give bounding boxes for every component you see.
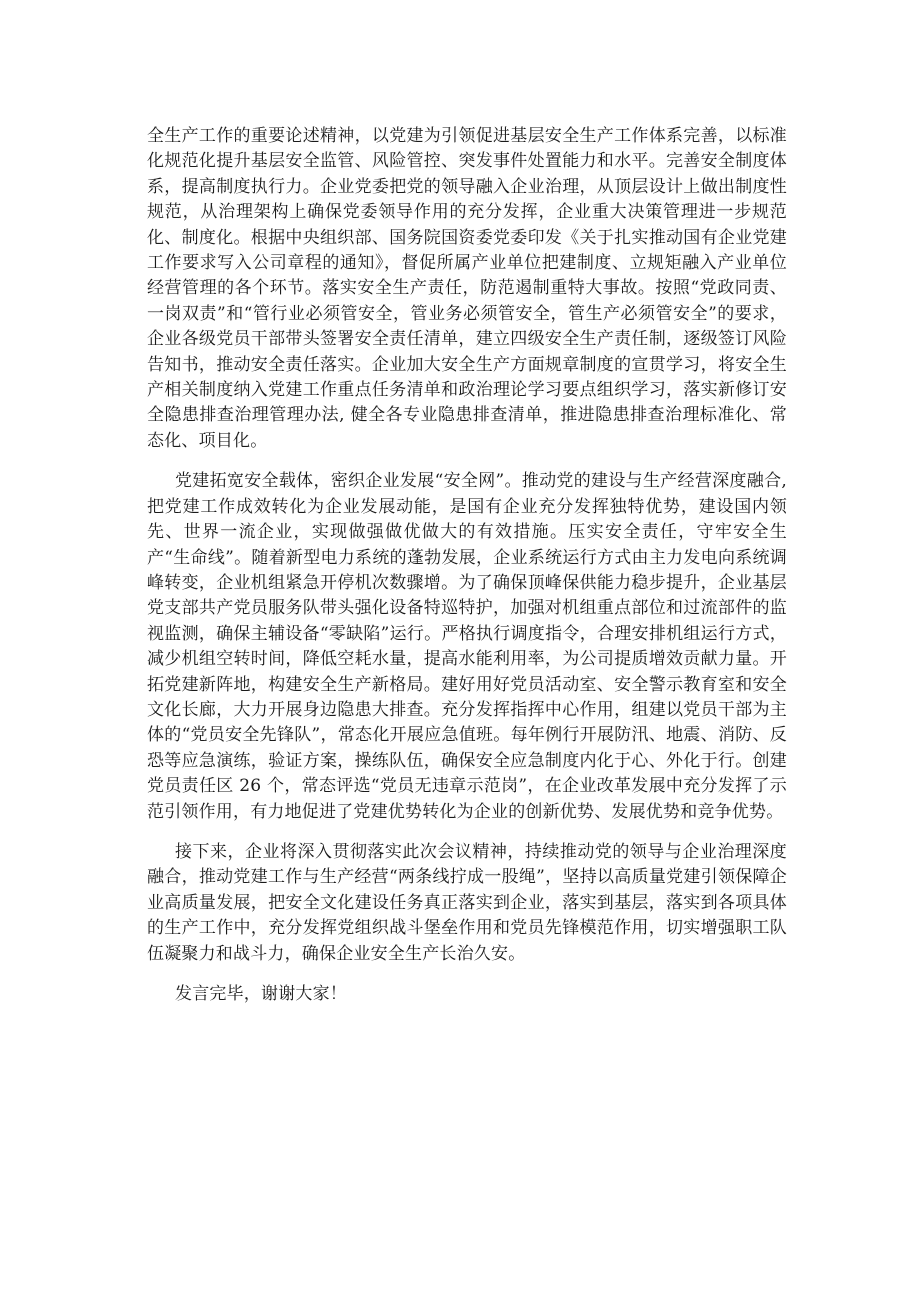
document-body bbox=[147, 124, 787, 1022]
paragraph-closing: 发言完毕，谢谢大家！ bbox=[175, 984, 347, 1004]
paragraph-next-steps: 接下来，企业将深入贯彻落实此次会议精神，持续推动党的领导与企业治理深度融合，推动党建工作与生产经营“两条线拧成一股绳”，坚持以高质量党建引领保障企业高质量发展，把安全文化建设任务真正落实到企业，落实到基层，落实到各项具体的生产工作中，充分发挥党组织战斗堡垒作用和党员先锋模范作用，切实增强职工队伍凝聚力和战斗力，确保企业安全生产长治久安。 bbox=[147, 841, 787, 964]
paragraph-safety-system: 全生产工作的重要论述精神，以党建为引领促进基层安全生产工作体系完善，以标准化规范化提升基层安全监管、风险管控、突发事件处置能力和水平。完善安全制度体系，提高制度执行力。企业党委把党的领导融入企业治理，从顶层设计上做出制度性规范，从治理架构上确保党委领导作用的充分发挥，企业重大决策管理进一步规范化、制度化。根据中央组织部、国务院国资委党委印发《关于扎实推动国有企业党建工作要求写入公司章程的通知》，督促所属产业单位把建制度、立规矩融入产业单位经营管理的各个环节。落实安全生产责任，防范遏制重特大事故。按照“党政同责、一岗双责”和“管行业必须管安全，管业务必须管安全，管生产必须管安全”的要求，企业各级党员干部带头签署安全责任清单，建立四级安全生产责任制，逐级签订风险告知书，推动安全责任落实。企业加大安全生产方面规章制度的宣贯学习，将安全生产相关制度纳入党建工作重点任务清单和政治理论学习要点组织学习，落实新修订安全隐患排查治理管理办法, 健全各专业隐患排查清单，推进隐患排查治理标准化、常态化、项目化。 bbox=[147, 126, 787, 451]
paragraph-safety-carrier: 党建拓宽安全载体，密织企业发展“安全网”。推动党的建设与生产经营深度融合,把党建工作成效转化为企业发展动能，是国有企业充分发挥独特优势，建设国内领先、世界一流企业，实现做强做优做大的有效措施。压实安全责任，守牢安全生产“生命线”。随着新型电力系统的蓬勃发展，企业系统运行方式由主力发电向系统调峰转变，企业机组紧急开停机次数骤增。为了确保顶峰保供能力稳步提升，企业基层党支部共产党员服务队带头强化设备特巡特护，加强对机组重点部位和过流部件的监视监测，确保主辅设备“零缺陷”运行。严格执行调度指令，合理安排机组运行方式，减少机组空转时间，降低空耗水量，提高水能利用率，为公司提质增效贡献力量。开拓党建新阵地，构建安全生产新格局。建好用好党员活动室、安全警示教育室和安全文化长廊，大力开展身边隐患大排查。充分发挥指挥中心作用，组建以党员干部为主体的“党员安全先锋队”，常态化开展应急值班。每年例行开展防汛、地震、消防、反恐等应急演练，验证方案，操练队伍，确保安全应急制度内化于心、外化于行。创建党员责任区 26 个，常态评选“党员无违章示范岗”，在企业改革发展中充分发挥了示范引领作用，有力地促进了党建优势转化为企业的创新优势、发展优势和竞争优势。 bbox=[147, 471, 787, 822]
